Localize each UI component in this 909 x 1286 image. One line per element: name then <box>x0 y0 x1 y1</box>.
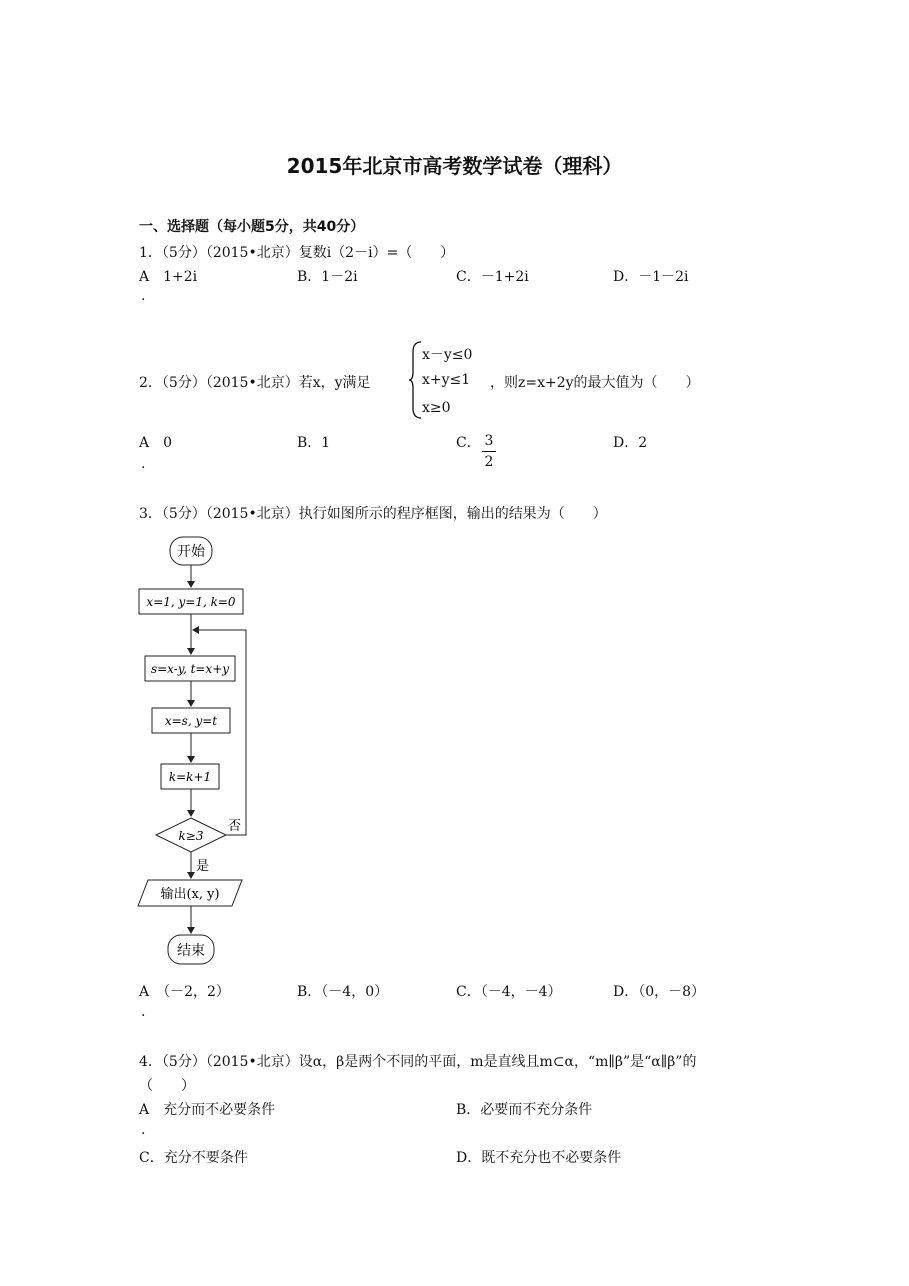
option-c-label: C． <box>456 435 481 451</box>
option-b: B．1 <box>297 435 331 451</box>
option-c: C．（－4，－4） <box>456 984 562 1000</box>
option-d: D．2 <box>613 435 648 451</box>
question-stem: 3．（5分）（2015•北京）执行如图所示的程序框图，输出的结果为（ ） <box>139 506 607 522</box>
flowchart-step1-label: s=x-y, t=x+y <box>150 662 230 676</box>
option-d: D．（0，－8） <box>613 984 706 1000</box>
flowchart-step2-label: x=s, y=t <box>164 714 218 728</box>
option-b: B．1－2i <box>297 269 358 285</box>
flowchart-step3-label: k=k+1 <box>168 770 212 784</box>
option-a: A （－2，2） <box>139 984 230 1000</box>
flowchart-start-label: 开始 <box>177 544 205 560</box>
option-a: A 1+2i <box>139 269 198 285</box>
option-a: A 0 <box>139 435 173 451</box>
flowchart-output-label: 输出(x, y) <box>160 887 220 902</box>
option-a: A 充分而不必要条件 <box>139 1102 276 1118</box>
option-b: B．（－4，0） <box>297 984 389 1000</box>
option-c-fraction <box>482 432 496 471</box>
system-line-2: x+y≤1 <box>422 372 471 388</box>
flowchart-yes-label: 是 <box>196 859 210 874</box>
option-b: B．必要而不充分条件 <box>456 1102 593 1118</box>
section-heading: 一、选择题（每小题5分，共40分） <box>139 219 365 235</box>
option-dot: . <box>141 1004 146 1020</box>
flowchart-no-label: 否 <box>228 819 242 834</box>
page-title: 2015年北京市高考数学试卷（理科） <box>286 154 623 178</box>
option-dot: . <box>141 456 146 472</box>
question-stem-suffix: ，则z=x+2y的最大值为（ ） <box>490 375 700 391</box>
flowchart-end-label: 结束 <box>177 943 205 959</box>
fraction-numerator: 3 <box>484 433 494 449</box>
option-d: D．既不充分也不必要条件 <box>456 1150 622 1166</box>
flowchart-condition-label: k≥3 <box>178 829 204 843</box>
option-dot: . <box>141 1122 146 1138</box>
question-stem-line2: （ ） <box>139 1078 195 1094</box>
option-d: D．－1－2i <box>613 269 689 285</box>
option-c: C．－1+2i <box>456 269 529 285</box>
flowchart <box>130 532 260 972</box>
system-line-1: x－y≤0 <box>422 347 473 363</box>
option-dot: . <box>141 288 146 304</box>
system-line-3: x≥0 <box>422 400 451 416</box>
fraction-bar <box>482 451 496 452</box>
question-stem: 4．（5分）（2015•北京）设α，β是两个不同的平面，m是直线且m⊂α，“m∥β”是“α∥β”的 <box>139 1054 697 1070</box>
fraction-denominator: 2 <box>484 454 494 470</box>
question-stem-prefix: 2．（5分）（2015•北京）若x，y满足 <box>139 375 371 391</box>
flowchart-init-label: x=1, y=1, k=0 <box>146 595 236 609</box>
option-c: C．充分不要条件 <box>139 1150 248 1166</box>
question-stem: 1．（5分）（2015•北京）复数i（2－i）=（ ） <box>139 245 455 261</box>
